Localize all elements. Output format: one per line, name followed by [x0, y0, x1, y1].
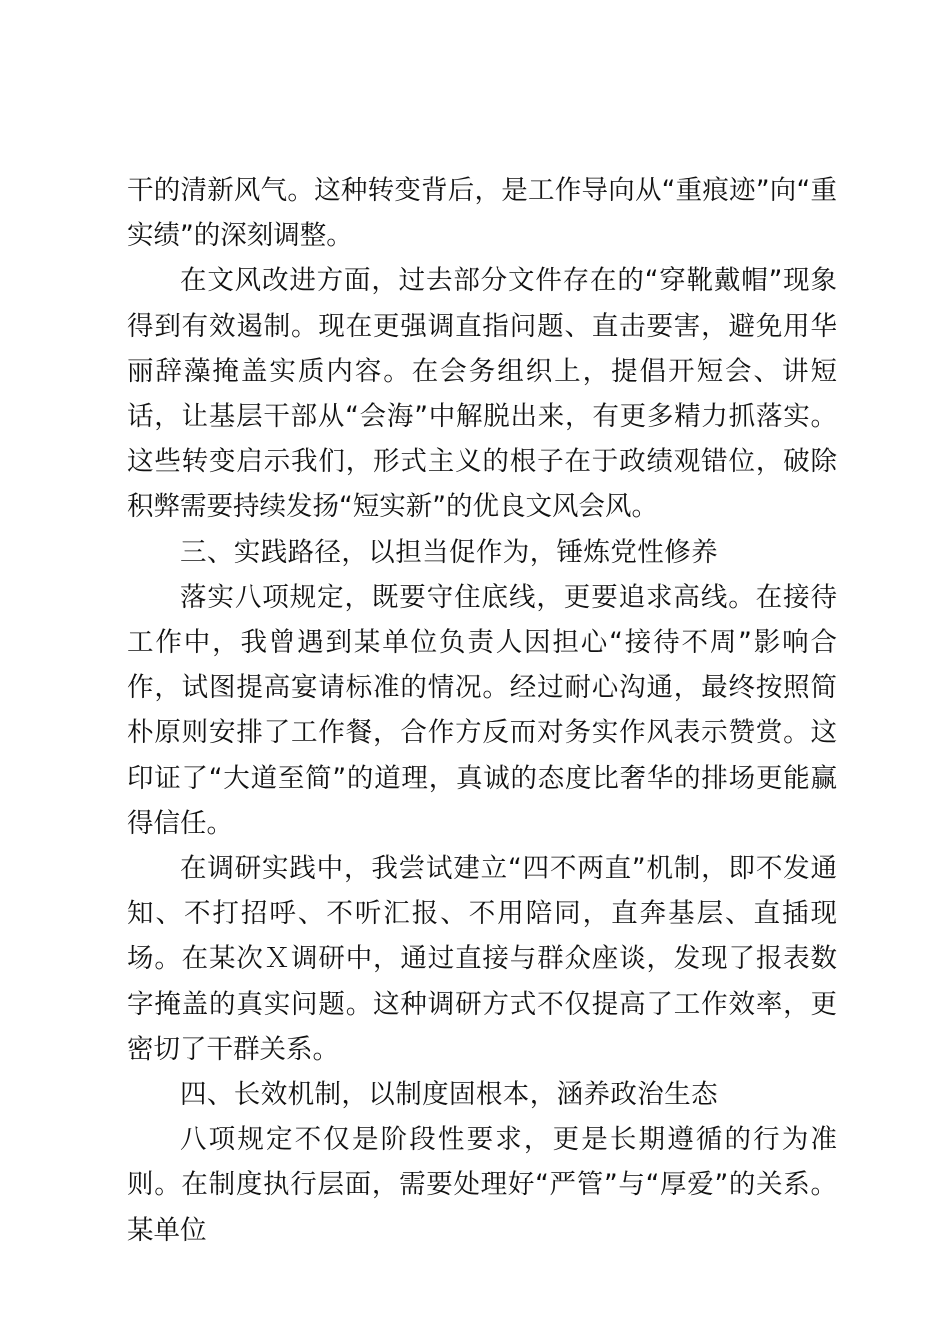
- section-heading-4: 四、长效机制，以制度固根本，涵养政治生态: [180, 1079, 718, 1111]
- paragraph-writing-style: 在文风改进方面，过去部分文件存在的“穿靴戴帽”现象得到有效遏制。现在更强调直指问题、直击要害，避免用华丽辞藻掩盖实质内容。在会务组织上，提倡开短会、讲短话，让基层干部从“会海”中解脱出来，有更多精力抓落实。这些转变启示我们，形式主义的根子在于政绩观错位，破除积弊需要持续发扬“短实新”的优良文风会风。: [127, 265, 837, 523]
- document-body: [127, 168, 837, 1253]
- paragraph-reception: 落实八项规定，既要守住底线，更要追求高线。在接待工作中，我曾遇到某单位负责人因担心“接待不周”影响合作，试图提高宴请标准的情况。经过耐心沟通，最终按照简朴原则安排了工作餐，合作方反而对务实作风表示赞赏。这印证了“大道至简”的道理，真诚的态度比奢华的排场更能赢得信任。: [127, 581, 837, 839]
- paragraph-research: 在调研实践中，我尝试建立“四不两直”机制，即不发通知、不打招呼、不听汇报、不用陪同，直奔基层、直插现场。在某次Ｘ调研中，通过直接与群众座谈，发现了报表数字掩盖的真实问题。这种调研方式不仅提高了工作效率，更密切了干群关系。: [127, 853, 837, 1065]
- paragraph-long-term: 八项规定不仅是阶段性要求，更是长期遵循的行为准则。在制度执行层面，需要处理好“严管”与“厚爱”的关系。某单位: [127, 1124, 837, 1246]
- section-heading-3: 三、实践路径，以担当促作为，锤炼党性修养: [180, 536, 718, 568]
- paragraph-continuation: 干的清新风气。这种转变背后，是工作导向从“重痕迹”向“重实绩”的深刻调整。: [127, 175, 837, 252]
